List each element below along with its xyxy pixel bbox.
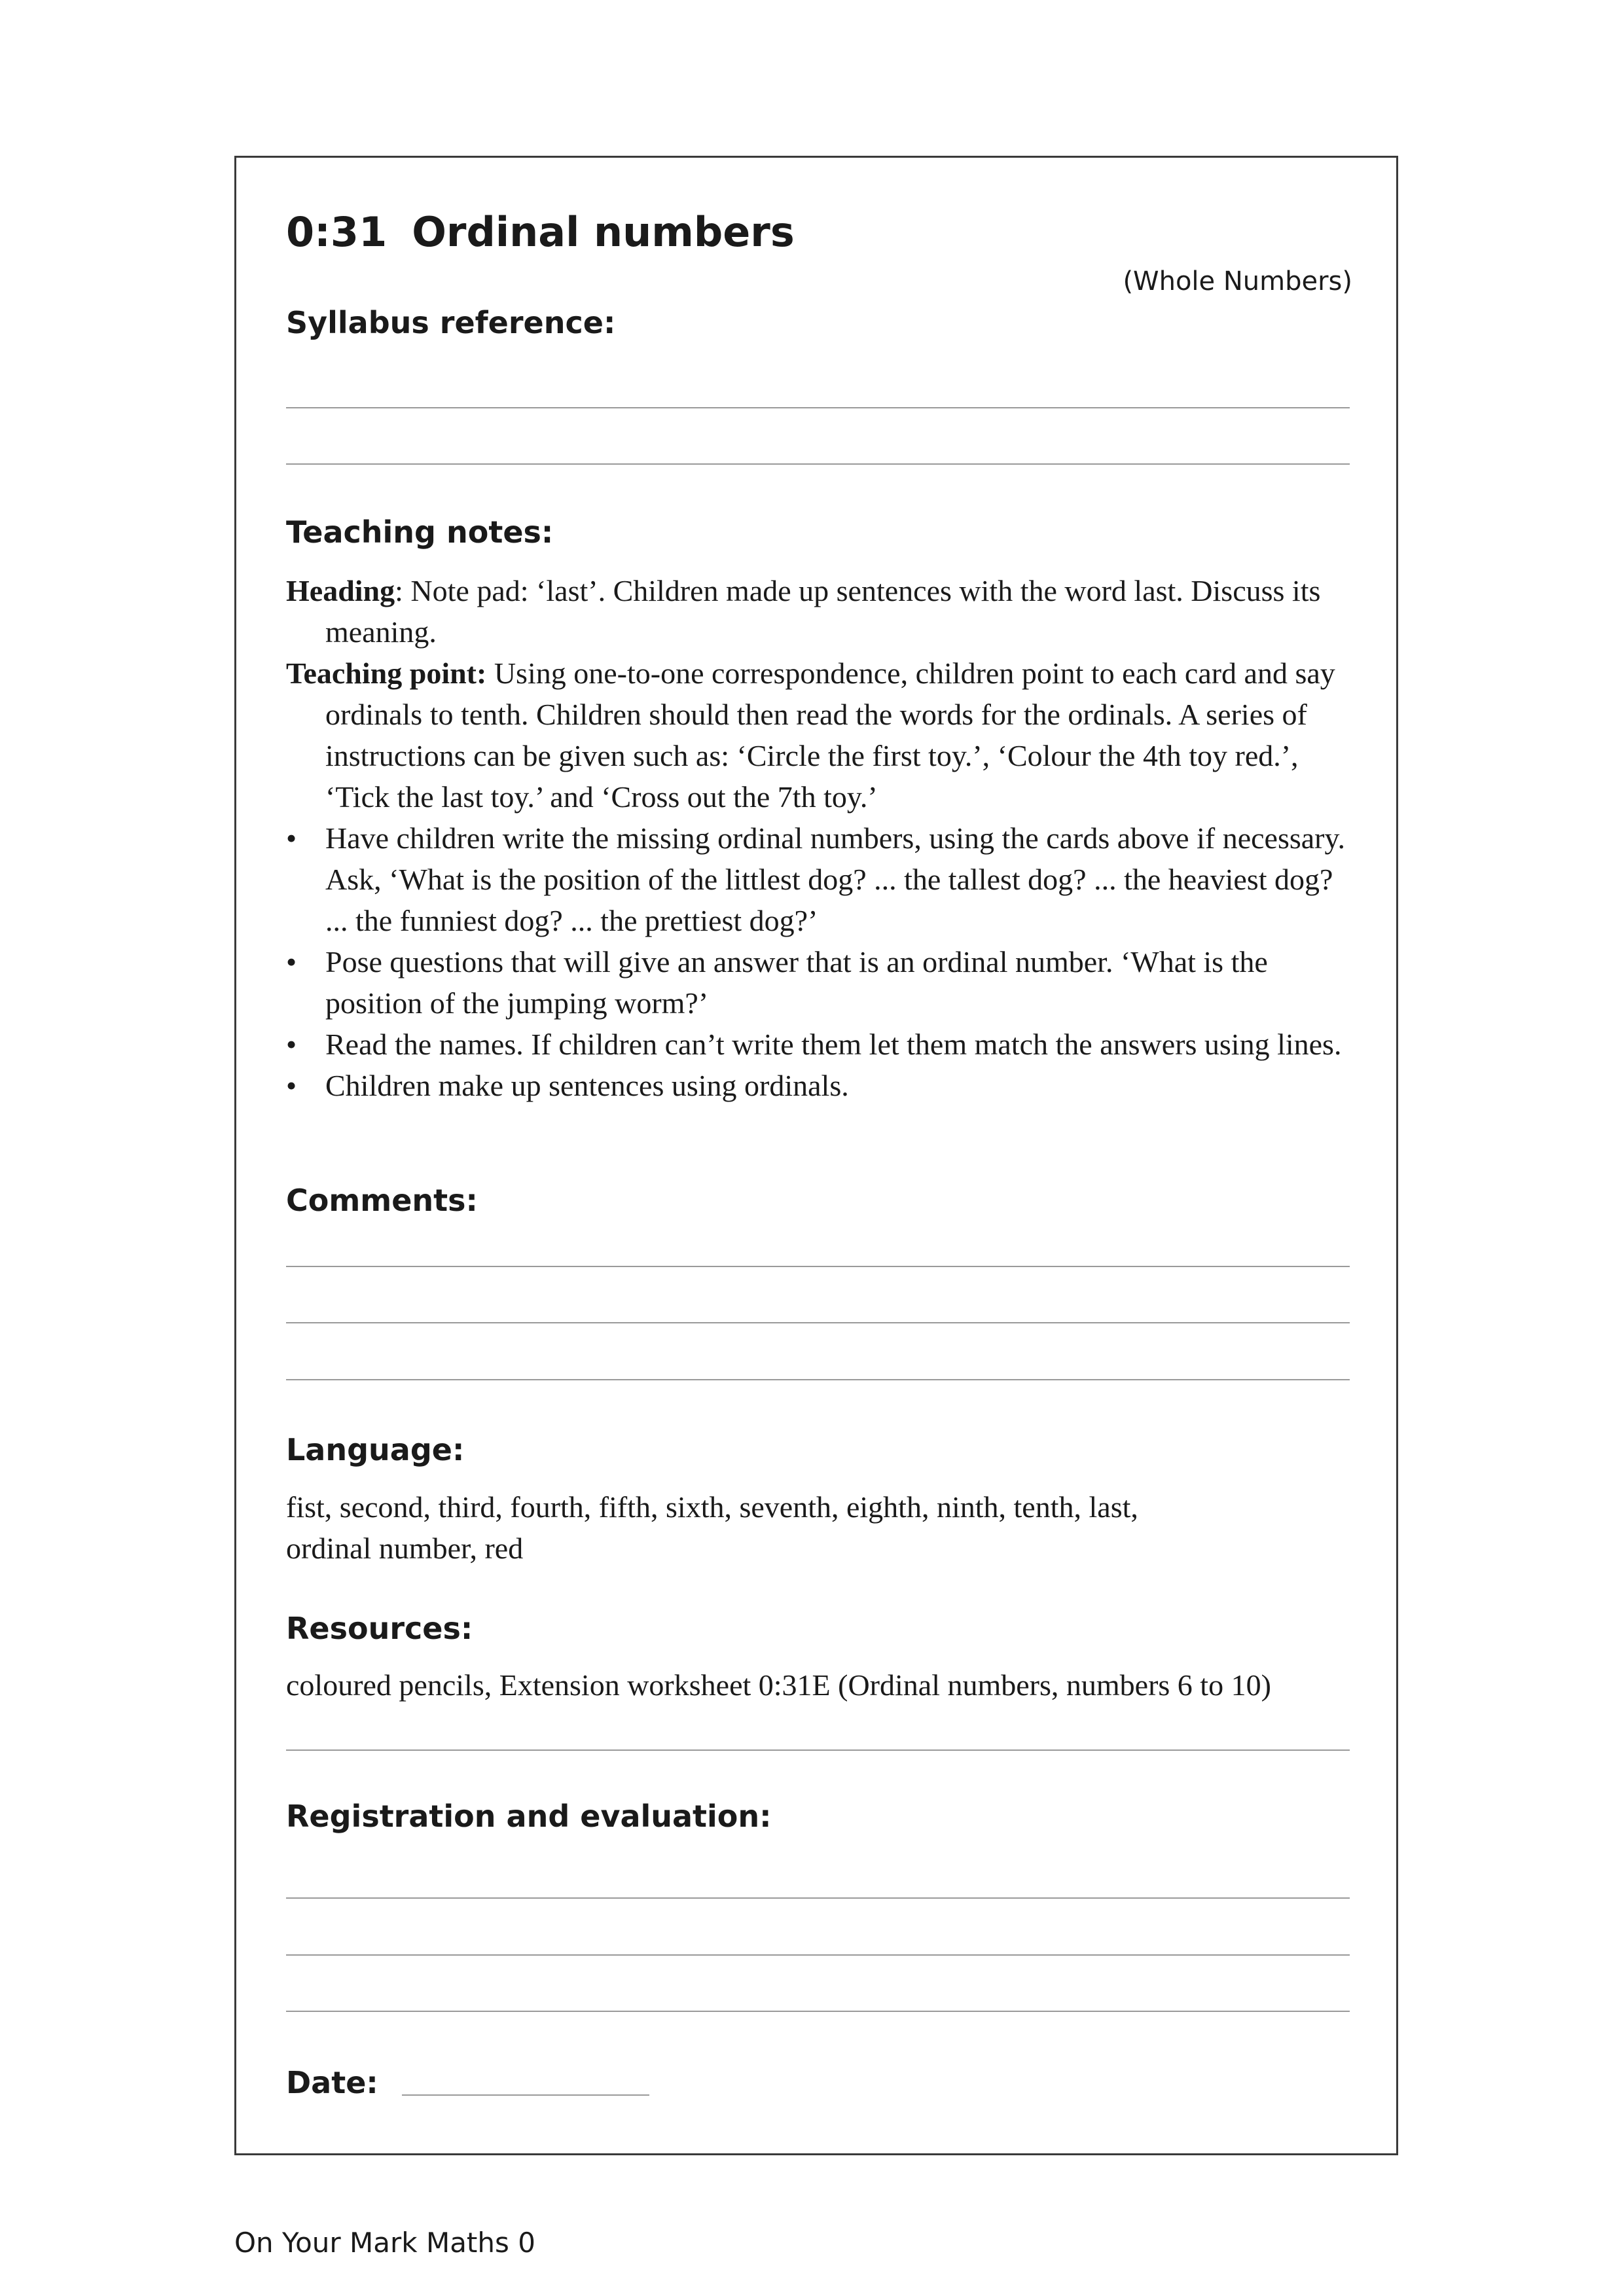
syllabus-heading: Syllabus reference:: [286, 305, 616, 340]
resources-heading: Resources:: [286, 1611, 473, 1646]
date-field-line[interactable]: [402, 2094, 649, 2096]
bullet-icon: •: [286, 821, 297, 855]
bullet-text: Have children write the missing ordinal numbers, using the cards above if necessary. Ask, ‘What is the position of the littlest dog? ... the tallest dog? ... the heaviest dog? ... the funniest dog? ... the prettiest dog?’: [325, 821, 1346, 937]
heading-note: [286, 570, 1360, 653]
date-label: Date:: [286, 2065, 378, 2100]
bullet-text: Pose questions that will give an answer that is an ordinal number. ‘What is the position of the jumping worm?’: [325, 945, 1268, 1020]
list-item: [286, 1024, 1360, 1065]
teaching-point-label: Teaching point:: [286, 656, 487, 690]
list-item: [286, 941, 1360, 1024]
comments-line-1[interactable]: [286, 1266, 1350, 1267]
bullet-icon: •: [286, 945, 297, 978]
comments-heading: Comments:: [286, 1183, 478, 1218]
bullet-text: Children make up sentences using ordinals.: [325, 1069, 849, 1102]
bullet-icon: •: [286, 1028, 297, 1061]
page-frame: [234, 156, 1398, 2155]
comments-line-3[interactable]: [286, 1379, 1350, 1380]
page-footer: On Your Mark Maths 0: [234, 2227, 535, 2259]
resources-line[interactable]: [286, 1749, 1350, 1751]
syllabus-line-2[interactable]: [286, 463, 1350, 465]
registration-heading: Registration and evaluation:: [286, 1799, 772, 1834]
teaching-notes-heading: Teaching notes:: [286, 514, 554, 550]
teaching-point-text: Using one-to-one correspondence, children point to each card and say ordinals to tenth. Children should then read the words for the ordinals. A series of instructions can be given such as: ‘Circle the first toy.’, ‘Colour the 4th toy red.’, ‘Tick the last toy.’ and ‘Cross out the 7th toy.’: [325, 656, 1335, 814]
bullet-icon: •: [286, 1069, 297, 1102]
bullet-text: Read the names. If children can’t write them let them match the answers using lines.: [325, 1028, 1342, 1061]
teaching-point-note: [286, 653, 1360, 817]
registration-line-1[interactable]: [286, 1897, 1350, 1899]
registration-line-3[interactable]: [286, 2011, 1350, 2012]
language-text: fist, second, third, fourth, fifth, sixth, seventh, eighth, ninth, tenth, last, ordinal number, red: [286, 1490, 1138, 1565]
heading-note-text: : Note pad: ‘last’. Children made up sentences with the word last. Discuss its meaning.: [325, 574, 1321, 649]
category-label: (Whole Numbers): [1123, 266, 1352, 296]
list-item: [286, 817, 1360, 941]
registration-line-2[interactable]: [286, 1954, 1350, 1956]
language-heading: Language:: [286, 1432, 465, 1467]
teaching-notes-body: [286, 570, 1360, 1106]
comments-line-2[interactable]: [286, 1322, 1350, 1323]
lesson-title: Ordinal numbers: [412, 208, 795, 256]
syllabus-line-1[interactable]: [286, 407, 1350, 408]
page-title: [286, 208, 795, 256]
heading-note-label: Heading: [286, 574, 395, 607]
list-item: [286, 1065, 1360, 1106]
resources-text: coloured pencils, Extension worksheet 0:31E (Ordinal numbers, numbers 6 to 10): [286, 1668, 1271, 1702]
lesson-number: 0:31: [286, 208, 388, 256]
